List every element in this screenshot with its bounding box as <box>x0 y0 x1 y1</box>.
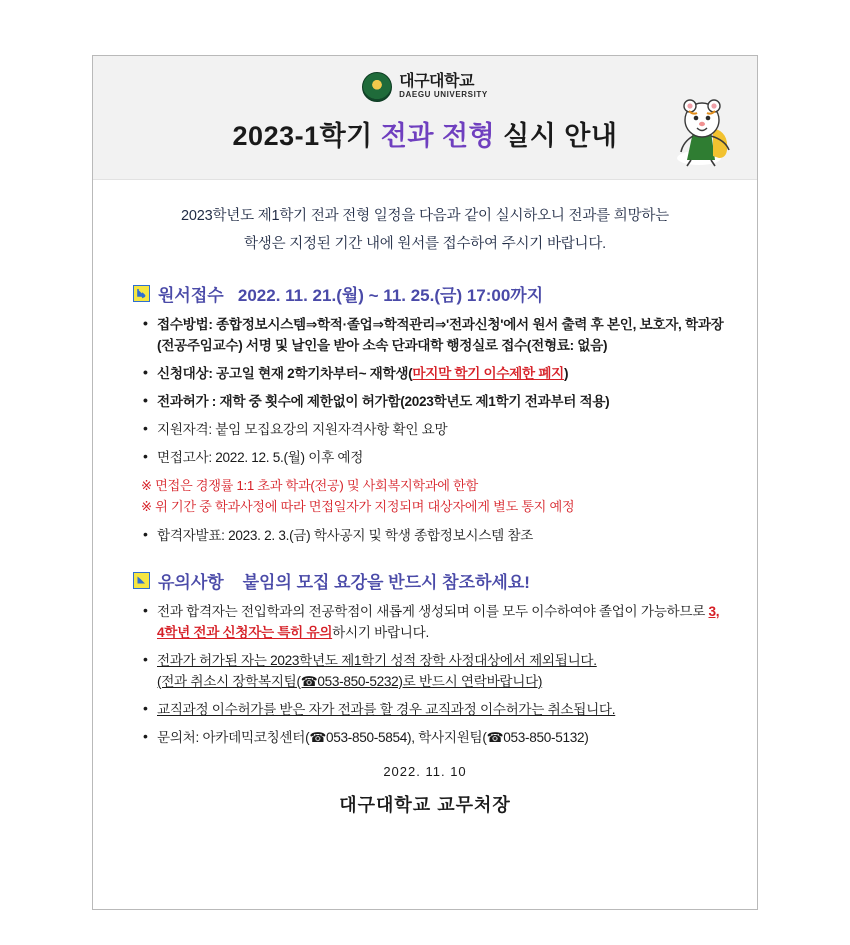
item-text-target-after: ) <box>563 365 569 381</box>
daegu-university-emblem-icon <box>362 72 392 102</box>
section-header-notes <box>133 568 731 593</box>
item-text-result: 2023. 2. 3.(금) 학사공지 및 학생 종합정보시스템 참조 <box>224 527 534 543</box>
notes-list <box>119 601 731 748</box>
section1-title-text: 원서접수 <box>158 285 224 305</box>
item-label-target: 신청대상: <box>157 365 213 381</box>
page-title <box>93 114 757 153</box>
note-teaching-course: 교직과정 이수허가를 받은 자가 전과를 할 경우 교직과정 이수허가는 취소됩니다. <box>157 701 616 717</box>
interview-notes <box>119 475 731 518</box>
item-label-method: 접수방법: <box>157 316 213 332</box>
result-announcement-list <box>119 525 731 546</box>
logo-korean-name: 대구대학교 <box>399 73 474 91</box>
list-item <box>141 525 727 546</box>
item-text-target: 공고일 현재 2학기차부터~ 재학생( <box>212 365 413 381</box>
title-suffix: 실시 안내 <box>495 121 618 151</box>
document-header <box>93 56 757 180</box>
section1-period: 2022. 11. 21.(월) ~ 11. 25.(금) 17:00까지 <box>237 285 544 305</box>
list-item <box>141 727 727 748</box>
item-text-permission: 재학 중 횟수에 제한없이 허가함(2023학년도 제1학기 전과부터 적용) <box>216 393 610 409</box>
logo-text-block <box>399 74 488 99</box>
list-item <box>141 314 727 356</box>
list-item <box>141 699 727 720</box>
arrow-down-right-icon <box>133 285 150 302</box>
item-label-interview: 면접고사: <box>157 449 212 465</box>
intro-line-2: 학생은 지정된 기간 내에 원서를 접수하여 주시기 바랍니다. <box>244 236 606 253</box>
item-label-result: 합격자발표: <box>157 527 225 543</box>
logo-english-name: DAEGU UNIVERSITY <box>399 90 488 100</box>
note-line-2: ※ 위 기간 중 학과사정에 따라 면접일자가 지정되며 대상자에게 별도 통지 예정 <box>141 499 575 515</box>
item-label-qualification: 지원자격: <box>157 421 212 437</box>
document-date: 2022. 11. 10 <box>383 764 467 780</box>
list-item <box>141 601 727 643</box>
section-title-application <box>158 281 543 306</box>
arrow-down-right-icon <box>133 572 150 589</box>
title-prefix: 2023-1학기 <box>232 121 381 151</box>
item-label-permission: 전과허가 : <box>157 393 217 409</box>
note-emphasis-grade: 3, 4학년 전과 신청자는 특히 유의 <box>157 603 720 640</box>
document-body <box>93 180 757 827</box>
item-text-qualification: 붙임 모집요강의 지원자격사항 확인 요망 <box>211 421 448 437</box>
item-text-interview: 2022. 12. 5.(월) 이후 예정 <box>211 449 364 465</box>
item-text-method: 종합정보시스템⇒학적·졸업⇒학적관리⇒'전과신청'에서 원서 출력 후 본인, 보호자, 학과장(전공주임교수) 서명 및 날인을 받아 소속 단과대학 행정실로 접수(전형료: 없음) <box>157 316 724 353</box>
section2-title-text: 유의사항 <box>158 572 224 592</box>
intro-paragraph <box>119 202 731 259</box>
university-logo <box>93 70 757 104</box>
note-scholarship-line-2: (전과 취소시 장학복지팀(☎053-850-5232)로 반드시 연락바랍니다) <box>157 673 543 689</box>
list-item <box>141 391 727 412</box>
section2-subtitle: 붙임의 모집 요강을 반드시 참조하세요! <box>242 572 530 592</box>
title-highlight: 전과 전형 <box>380 121 496 151</box>
tiger-mascot-icon <box>669 98 743 170</box>
note-line-1: ※ 면접은 경쟁률 1:1 초과 학과(전공) 및 사회복지학과에 한함 <box>141 477 478 493</box>
application-detail-list <box>119 314 731 468</box>
section-title-notes <box>158 568 530 593</box>
list-item <box>141 650 727 692</box>
note-text-pre: 전과 합격자는 전입학과의 전공학점이 새롭게 생성되며 이를 모두 이수하여야 졸업이 가능하므로 <box>157 603 709 619</box>
section-header-application <box>133 281 731 306</box>
note-text-post: 하시기 바랍니다. <box>332 624 429 640</box>
list-item <box>141 447 727 468</box>
intro-line-1: 2023학년도 제1학기 전과 전형 일정을 다음과 같이 실시하오니 전과를 희망하는 <box>181 208 669 224</box>
note-contact: 문의처: 아카데믹코칭센터(☎053-850-5854), 학사지원팀(☎053-850-5132) <box>157 730 589 746</box>
notice-document <box>92 55 758 910</box>
note-scholarship-line-1: 전과가 허가된 자는 2023학년도 제1학기 성적 장학 사정대상에서 제외됩니다. <box>157 652 597 668</box>
item-emphasis-target: 마지막 학기 이수제한 폐지 <box>412 365 564 381</box>
list-item <box>141 363 727 384</box>
list-item <box>141 419 727 440</box>
document-signature: 대구대학교 교무처장 <box>339 795 511 816</box>
